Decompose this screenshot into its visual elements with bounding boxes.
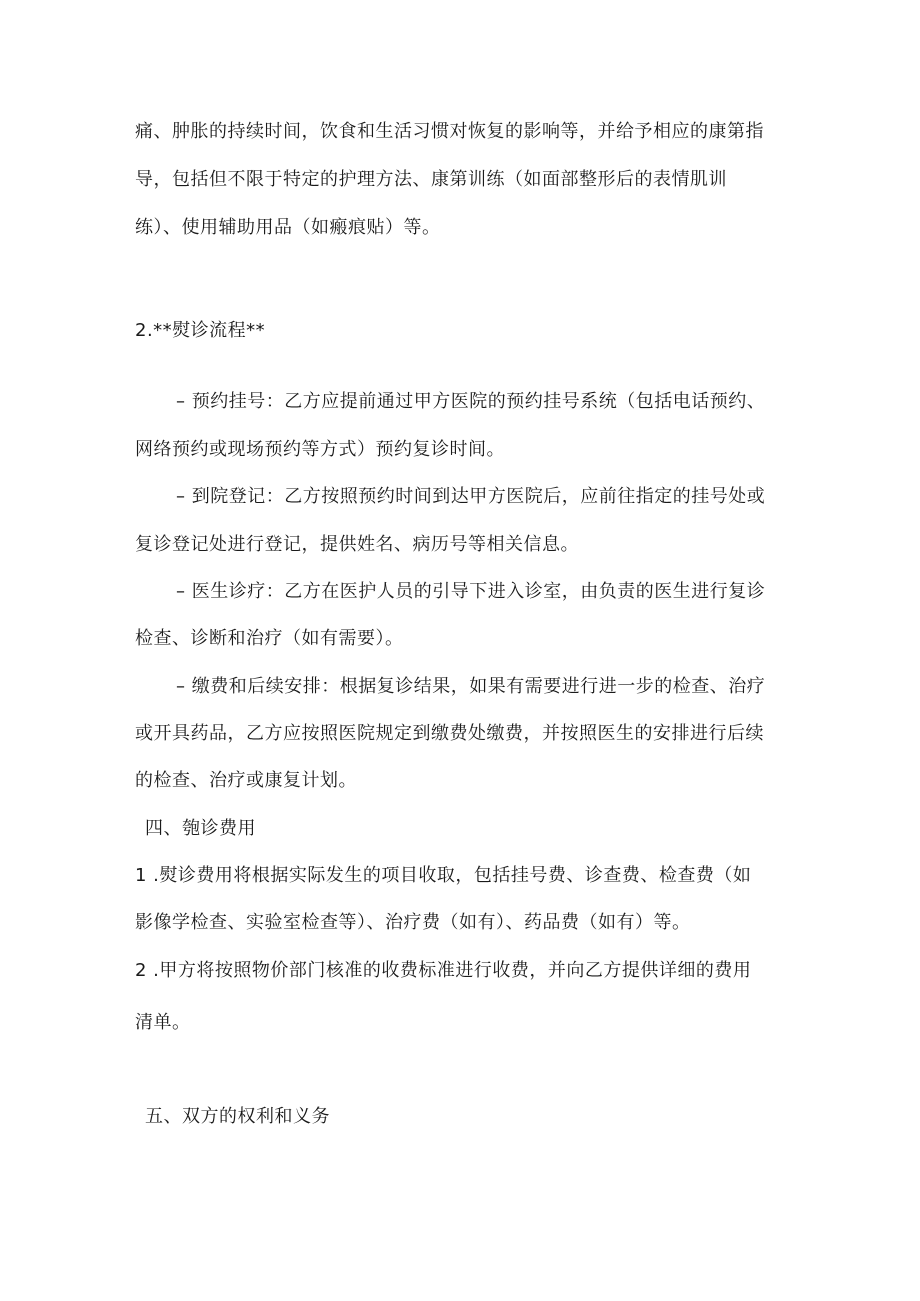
section-heading: 2.**熨诊流程** (135, 320, 266, 341)
list-item-line: 的检查、治疗或康复计划。 (135, 770, 357, 791)
list-item-line: 2 .甲方将按照物价部门核准的收费标准进行收费，并向乙方提供详细的费用 (135, 960, 752, 981)
list-item-line: 网络预约或现场预约等方式）预约复诊时间。 (135, 439, 505, 460)
list-item-line: – 到院登记：乙方按照预约时间到达甲方医院后，应前往指定的挂号处或 (176, 486, 766, 507)
list-item-line: 复诊登记处进行登记，提供姓名、病历号等相关信息。 (135, 534, 579, 555)
list-item-line: – 医生诊疗：乙方在医护人员的引导下进入诊室，由负责的医生进行复诊 (176, 581, 766, 602)
paragraph-line: 练）、使用辅助用品（如瘢痕贴）等。 (135, 217, 441, 238)
list-item-line: 或开具药品，乙方应按照医院规定到缴费处缴费，并按照医生的安排进行后续 (135, 723, 764, 744)
list-item-line: – 缴费和后续安排：根据复诊结果，如果有需要进行进一步的检查、治疗 (176, 676, 766, 697)
list-item-line: – 预约挂号：乙方应提前通过甲方医院的预约挂号系统（包括电话预约、 (176, 391, 766, 412)
section-heading: 五、双方的权利和义务 (145, 1106, 330, 1127)
list-item-line: 1 .熨诊费用将根据实际发生的项目收取，包括挂号费、诊查费、检查费（如 (135, 865, 752, 886)
paragraph-line: 导，包括但不限于特定的护理方法、康第训练（如面部整形后的表情肌训 (135, 169, 727, 190)
list-item-line: 影像学检查、实验室检查等）、治疗费（如有）、药品费（如有）等。 (135, 912, 691, 933)
list-item-line: 检查、诊断和治疗（如有需要）。 (135, 628, 404, 649)
paragraph-line: 痛、肿胀的持续时间，饮食和生活习惯对恢复的影响等，并给予相应的康第指 (135, 121, 764, 142)
list-item-line: 清单。 (135, 1012, 191, 1033)
section-heading: 四、匏诊费用 (145, 818, 256, 839)
